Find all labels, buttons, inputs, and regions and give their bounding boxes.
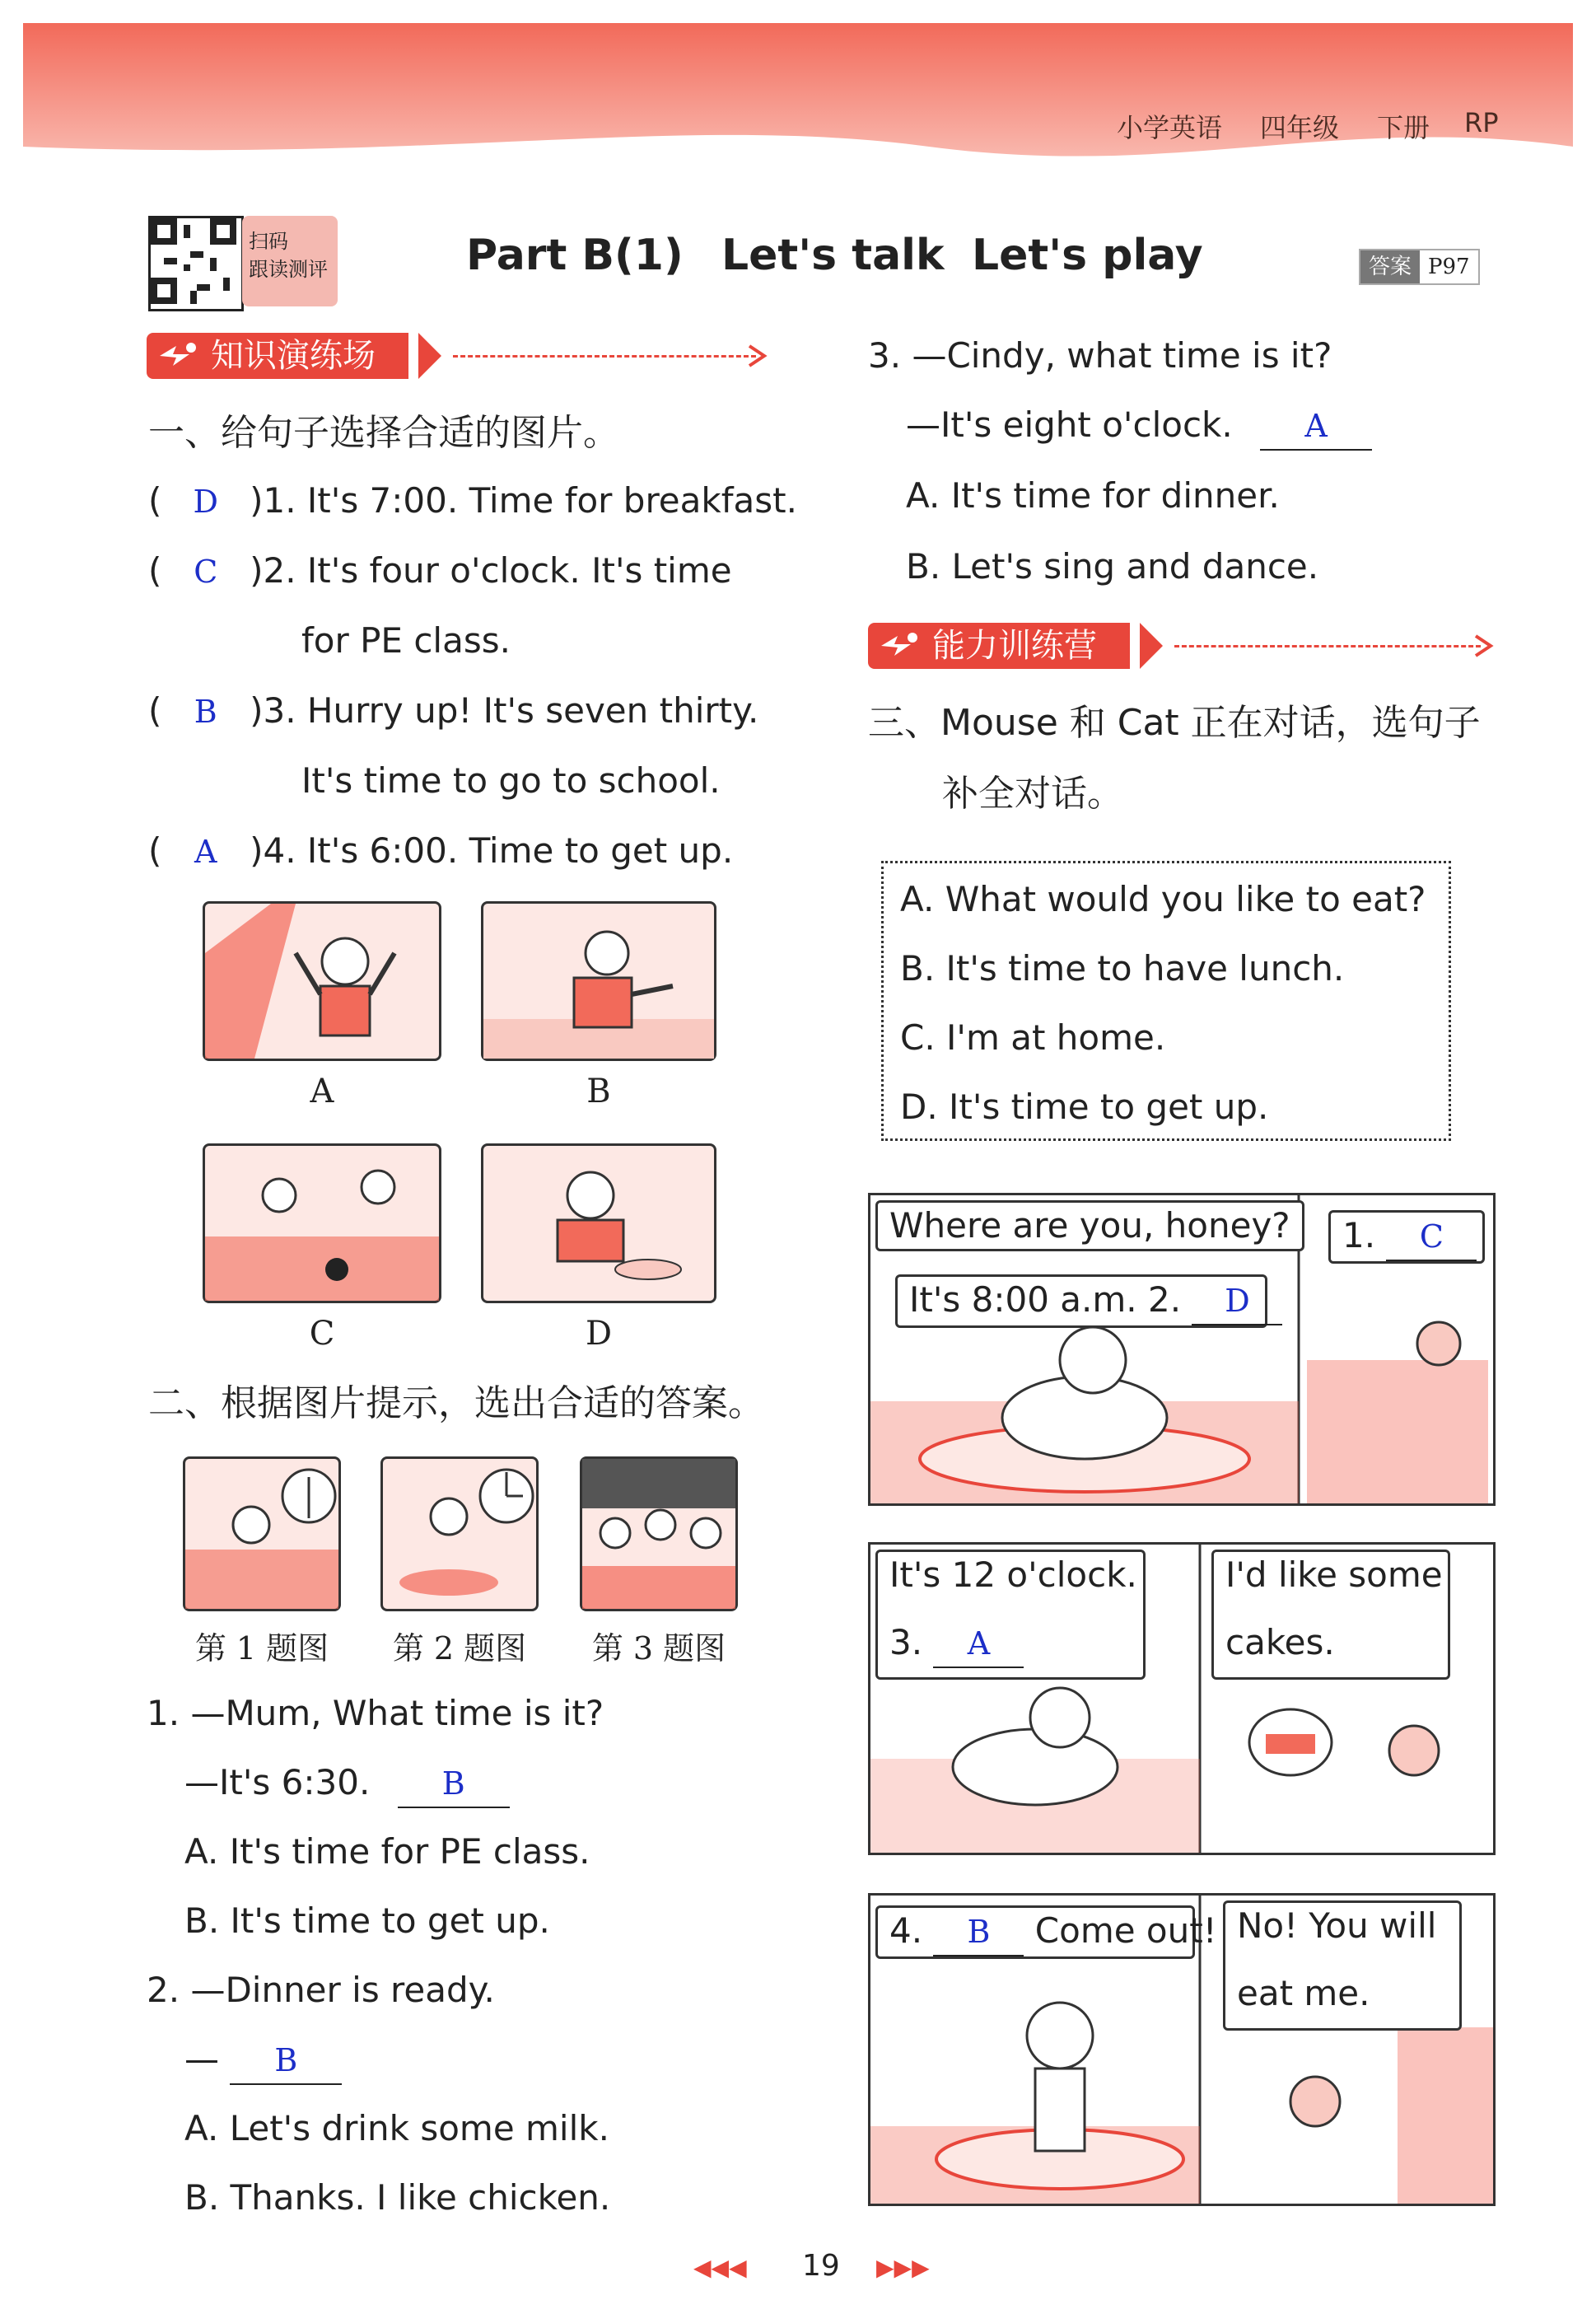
q3-title-line1: 三、Mouse 和 Cat 正在对话，选句子 — [868, 702, 1481, 744]
q2-item-1-answer: B — [398, 1760, 510, 1808]
comic1-bubble-where: Where are you, honey? — [875, 1200, 1304, 1251]
dialogue-options-box — [881, 861, 1451, 1141]
q1-item-4 — [148, 828, 733, 875]
q1-item-2 — [148, 548, 732, 595]
header-banner — [23, 23, 1573, 163]
q2-item-3-line2 — [906, 402, 1372, 451]
q2-item-1-question: —Mum, What time is it? — [190, 1693, 604, 1733]
q2-picture-2 — [380, 1456, 539, 1611]
q2-item-2-question: —Dinner is ready. — [190, 1970, 495, 2010]
pic-label-a: A — [310, 1073, 334, 1110]
comic3-bubble-cat — [875, 1905, 1217, 1959]
clock-six-thirty-illustration — [185, 1459, 338, 1609]
q2-picture-1 — [183, 1456, 341, 1611]
paren-open: ( — [148, 480, 162, 521]
q1-item-2-text: )2. It's four o'clock. It's time — [250, 550, 732, 591]
q1-item-2-line2: for PE class. — [301, 620, 511, 661]
comic1-answer-1: C — [1386, 1213, 1477, 1261]
boy-eating-breakfast-illustration — [483, 1146, 714, 1301]
arrow-right-icon — [748, 344, 768, 367]
title-play: Let's play — [972, 231, 1203, 280]
q2-title: 二、根据图片提示，选出合适的答案。 — [148, 1382, 764, 1424]
family-dinner-illustration — [582, 1459, 735, 1609]
comic-panel-2 — [868, 1542, 1496, 1855]
picture-c-football — [203, 1143, 441, 1303]
q2-item-2-line1 — [147, 1967, 495, 2013]
comic1-bubble-mouse — [1328, 1210, 1485, 1264]
answer-ref-page: P97 — [1428, 255, 1470, 279]
comic3-answer-4-num: 4. — [889, 1910, 923, 1951]
q2-pic-label-1: 第 1 题图 — [194, 1630, 329, 1667]
header-volume: 下册 — [1377, 112, 1430, 143]
qr-label-line2: 跟读测评 — [249, 258, 328, 281]
q2-item-2-opt-a: A. Let's drink some milk. — [184, 2108, 609, 2148]
pic-label-d: D — [585, 1315, 613, 1353]
comic-panel-1 — [868, 1193, 1496, 1506]
q2-item-2-answer: B — [230, 2037, 342, 2085]
q1-item-3 — [148, 688, 758, 735]
qr-label-line1: 扫码 — [249, 230, 288, 253]
next-page-arrows-icon[interactable]: ▶▶▶ — [876, 2254, 930, 2281]
pic-label-b: B — [586, 1073, 611, 1110]
q3-title-line2: 补全对话。 — [942, 773, 1123, 815]
header-subject: 小学英语 — [1117, 112, 1223, 143]
comic3-bubble-mouse — [1223, 1900, 1462, 2031]
q1-item-1 — [148, 478, 797, 525]
qr-code[interactable] — [148, 216, 244, 311]
section-heading-label: 知识演练场 — [147, 333, 408, 379]
q2-item-1-reply: —It's 6:30. — [184, 1762, 371, 1802]
q2-item-1-opt-b: B. It's time to get up. — [184, 1900, 550, 1941]
comic3-bubble-mouse-line2: eat me. — [1237, 1973, 1370, 2013]
comic2-bubble-mouse — [1211, 1550, 1450, 1680]
q2-item-2-line2 — [184, 2036, 342, 2085]
runner-icon — [155, 338, 201, 374]
girl-dinner-clock-illustration — [383, 1459, 536, 1609]
q2-item-2-reply: — — [184, 2039, 219, 2079]
q2-item-1-num: 1. — [147, 1693, 180, 1733]
q2-item-3-opt-b: B. Let's sing and dance. — [906, 546, 1319, 587]
q1-item-1-answer: D — [193, 484, 218, 520]
picture-d-breakfast — [481, 1143, 716, 1303]
header-edition: RP — [1464, 107, 1499, 138]
q1-item-4-answer: A — [194, 834, 217, 870]
option-a: A. What would you like to eat? — [900, 879, 1426, 919]
pic-label-c: C — [309, 1315, 335, 1353]
paren-open: ( — [148, 550, 162, 591]
runner-icon — [876, 628, 922, 664]
arrow-right-icon — [1474, 634, 1494, 657]
option-c: C. I'm at home. — [900, 1017, 1166, 1058]
qr-label[interactable] — [242, 216, 338, 306]
comic1-bubble-time-text: It's 8:00 a.m. 2. — [909, 1279, 1182, 1320]
title-talk: Let's talk — [721, 231, 945, 280]
boys-playing-football-illustration — [205, 1146, 439, 1301]
comic1-answer-2: D — [1192, 1278, 1282, 1325]
comic1-answer-1-num: 1. — [1342, 1215, 1376, 1255]
q2-picture-3 — [580, 1456, 738, 1611]
qr-pattern-icon — [151, 218, 236, 304]
q2-pic-label-2: 第 2 题图 — [392, 1630, 527, 1667]
comic3-bubble-mouse-line1: No! You will — [1237, 1905, 1437, 1946]
prev-page-arrows-icon[interactable]: ◀◀◀ — [693, 2254, 747, 2281]
option-d: D. It's time to get up. — [900, 1087, 1269, 1127]
comic2-bubble-mouse-line2: cakes. — [1225, 1622, 1335, 1662]
comic2-answer-3-num: 3. — [889, 1622, 923, 1662]
boy-with-backpack-illustration — [483, 904, 714, 1059]
q2-item-2-opt-b: B. Thanks. I like chicken. — [184, 2177, 611, 2218]
q2-pic-label-3: 第 3 题图 — [591, 1630, 726, 1667]
q2-item-1-opt-a: A. It's time for PE class. — [184, 1831, 590, 1872]
q2-item-2-num: 2. — [147, 1970, 180, 2010]
q2-item-3-line1 — [868, 333, 1332, 379]
comic2-bubble-cat-answer-line — [889, 1620, 1132, 1668]
comic2-bubble-cat-text: It's 12 o'clock. — [889, 1554, 1137, 1595]
q1-item-3-line2: It's time to go to school. — [301, 760, 721, 801]
comic2-answer-3: A — [933, 1620, 1024, 1668]
comic2-bubble-mouse-line1: I'd like some — [1225, 1554, 1443, 1595]
answer-reference — [1359, 249, 1480, 285]
picture-b-go-to-school — [481, 901, 716, 1061]
page-number: 19 — [802, 2249, 840, 2283]
q2-item-3-opt-a: A. It's time for dinner. — [906, 475, 1280, 516]
section-heading-ability — [868, 623, 1497, 669]
boy-waking-illustration — [205, 904, 439, 1059]
comic3-answer-4: B — [933, 1909, 1024, 1956]
paren-open: ( — [148, 690, 162, 731]
section-heading-ability-label: 能力训练营 — [868, 623, 1130, 669]
comic3-bubble-cat-text: Come out! — [1034, 1910, 1217, 1951]
q1-item-4-text: )4. It's 6:00. Time to get up. — [250, 830, 734, 871]
q2-item-3-question: —Cindy, what time is it? — [912, 335, 1332, 376]
q1-item-3-answer: B — [194, 694, 217, 730]
comic-panel-3 — [868, 1893, 1496, 2206]
title-part: Part B(1) — [466, 231, 684, 280]
q1-title: 一、给句子选择合适的图片。 — [148, 412, 619, 454]
answer-ref-label: 答案 — [1360, 250, 1420, 283]
q1-item-3-text: )3. Hurry up! It's seven thirty. — [250, 690, 759, 731]
comic2-bubble-cat — [875, 1550, 1146, 1680]
q2-item-3-answer: A — [1260, 403, 1372, 451]
paren-open: ( — [148, 830, 162, 871]
q2-item-3-reply: —It's eight o'clock. — [906, 404, 1233, 445]
q1-item-1-text: )1. It's 7:00. Time for breakfast. — [250, 480, 797, 521]
q1-item-2-answer: C — [194, 554, 218, 590]
comic1-bubble-time — [895, 1274, 1267, 1328]
section-heading-practice — [147, 333, 772, 379]
picture-a-wake-up — [203, 901, 441, 1061]
header-grade: 四年级 — [1260, 112, 1340, 143]
q2-item-1-line1 — [147, 1690, 604, 1737]
option-b: B. It's time to have lunch. — [900, 948, 1345, 989]
q2-item-3-num: 3. — [868, 335, 902, 376]
q2-item-1-line2 — [184, 1760, 510, 1808]
